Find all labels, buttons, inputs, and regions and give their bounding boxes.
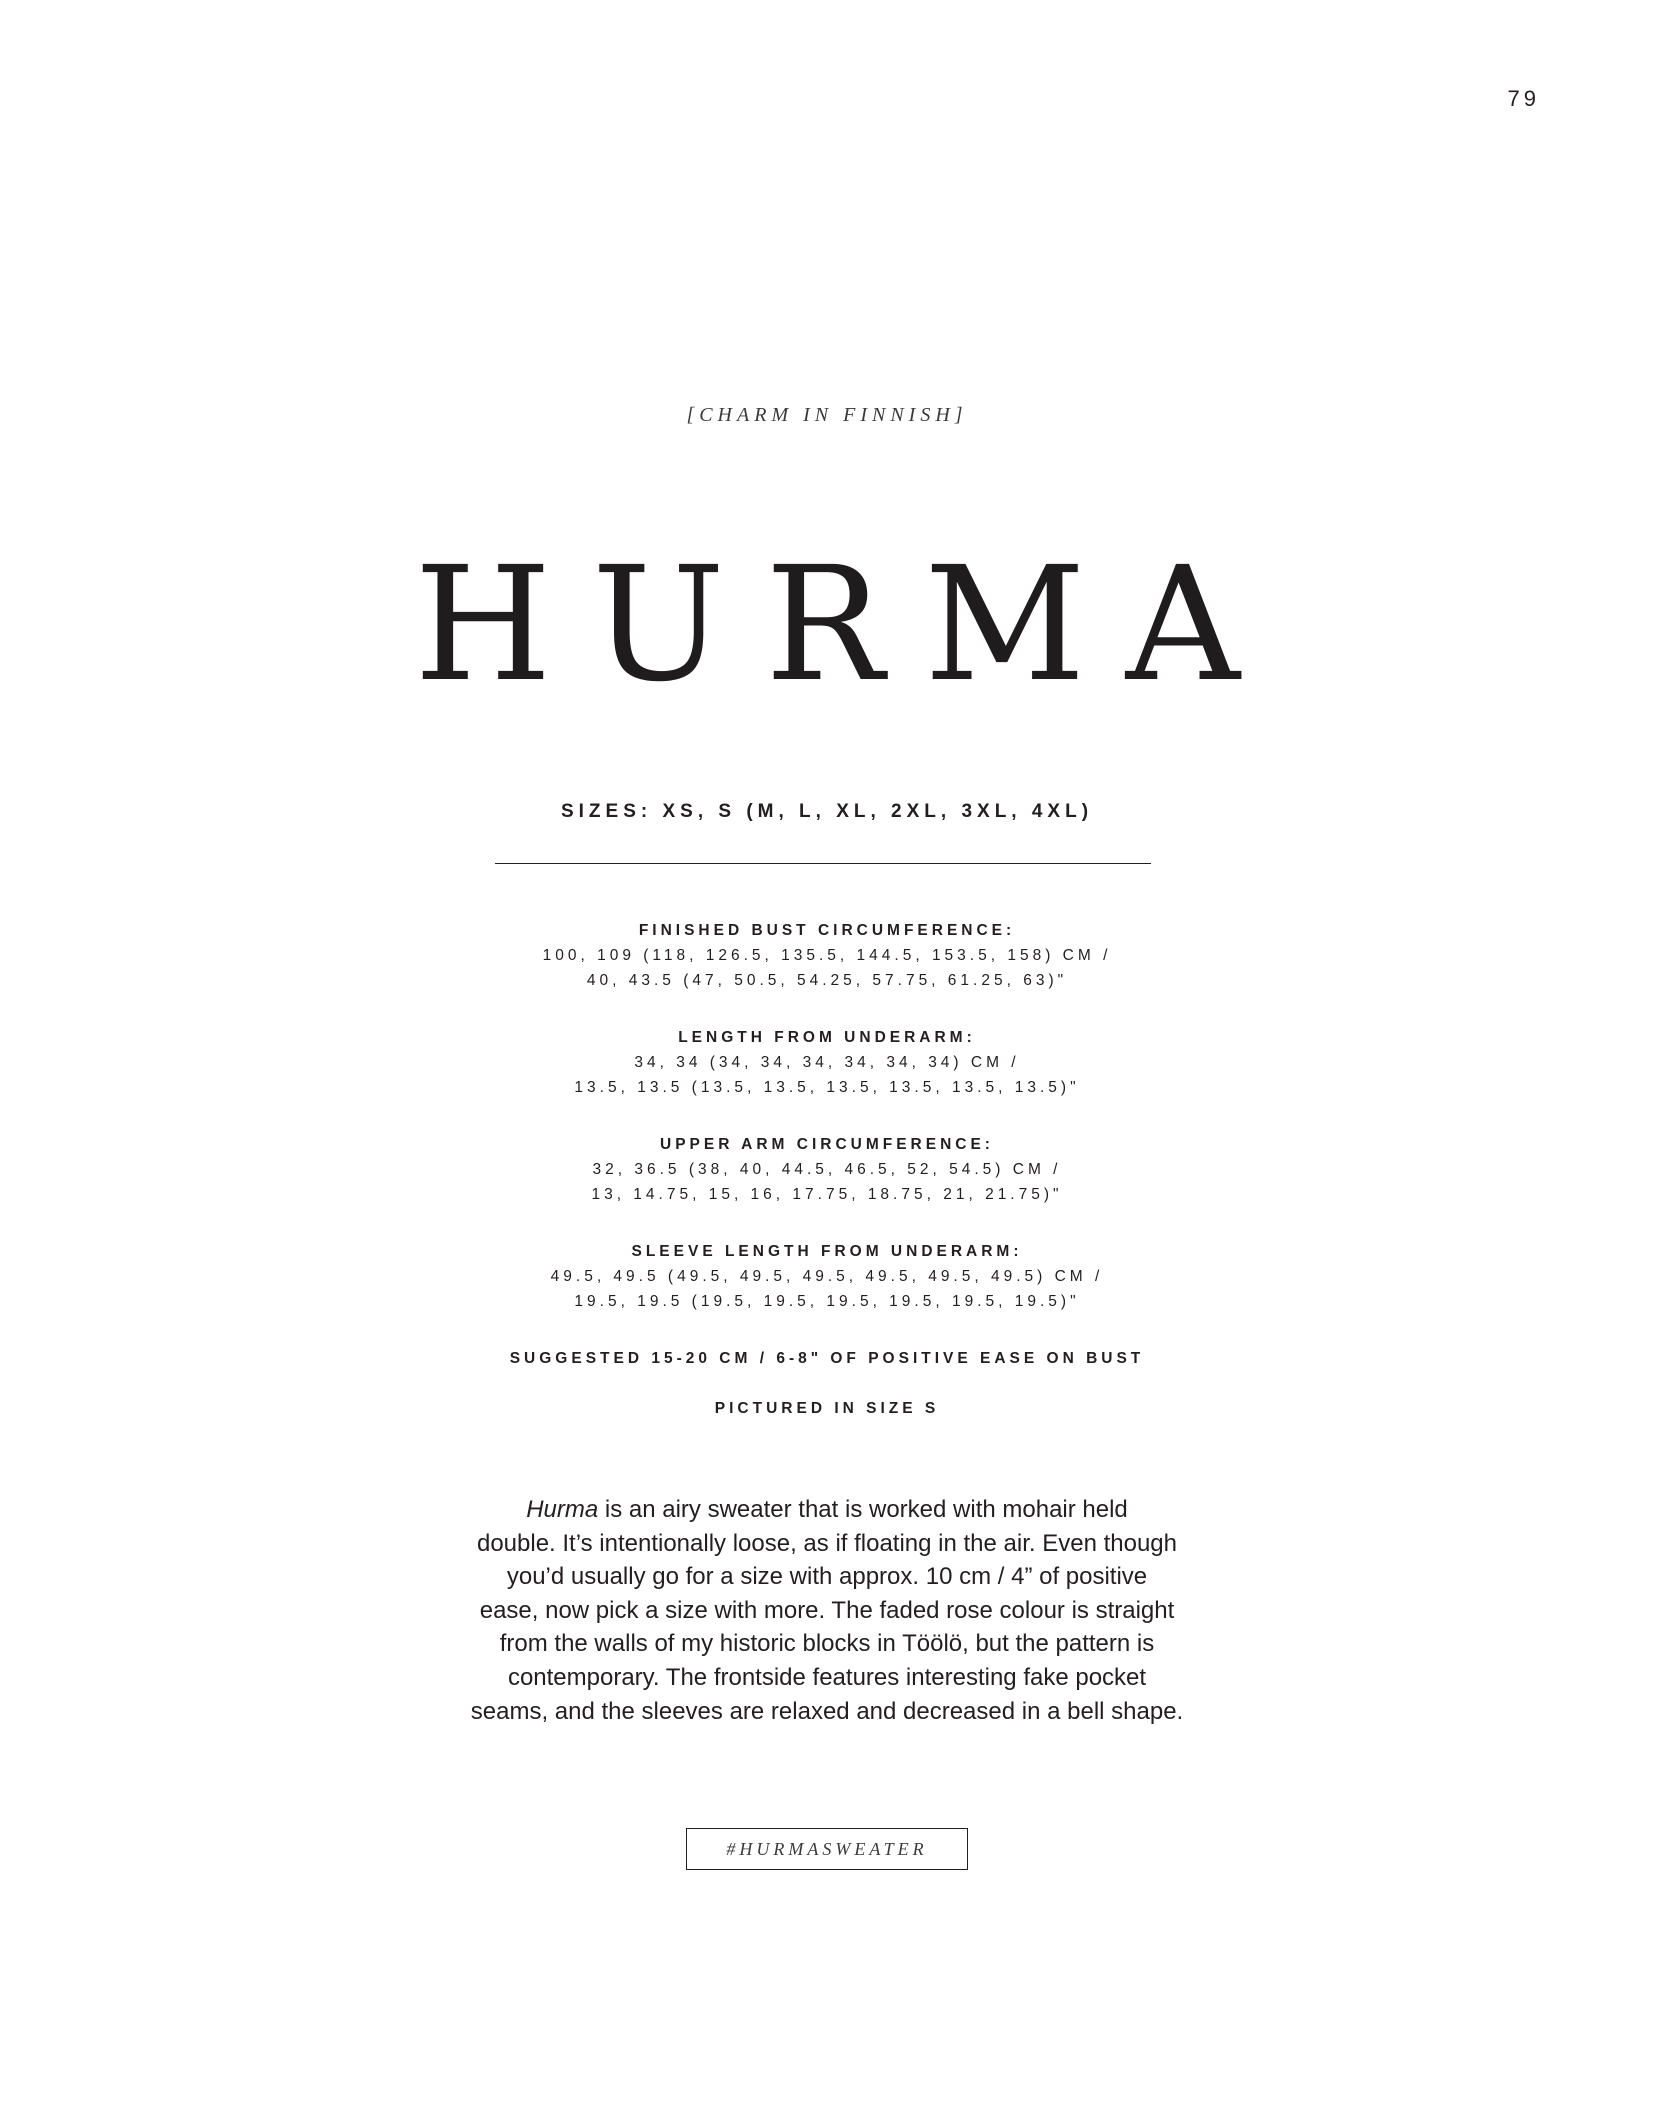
spec-sleeve-length <box>0 1239 1654 1314</box>
spec-inch-values: 13.5, 13.5 (13.5, 13.5, 13.5, 13.5, 13.5, 13.5)" <box>574 1079 1080 1096</box>
measurements-section <box>0 918 1654 1446</box>
spec-cm-values: 32, 36.5 (38, 40, 44.5, 46.5, 52, 54.5) CM / <box>592 1161 1062 1178</box>
sizes-heading: SIZES: XS, S (M, L, XL, 2XL, 3XL, 4XL) <box>560 801 1094 822</box>
description-line: from the walls of my historic blocks in Töölö, but the pattern is <box>499 1630 1155 1658</box>
divider-rule <box>495 863 1151 864</box>
spec-inch-values: 13, 14.75, 15, 16, 17.75, 18.75, 21, 21.75)" <box>591 1186 1063 1203</box>
spec-inch-values: 19.5, 19.5 (19.5, 19.5, 19.5, 19.5, 19.5, 19.5)" <box>574 1293 1080 1310</box>
pictured-size-note: PICTURED IN SIZE S <box>714 1400 940 1417</box>
ease-note: SUGGESTED 15-20 CM / 6-8" OF POSITIVE EASE ON BUST <box>509 1350 1145 1367</box>
pattern-subtitle: [CHARM IN FINNISH] <box>686 404 968 426</box>
spec-upper-arm-circumference <box>0 1132 1654 1207</box>
pattern-description <box>455 1493 1199 1728</box>
hashtag-text: #HURMASWEATER <box>726 1838 928 1859</box>
spec-label: UPPER ARM CIRCUMFERENCE: <box>660 1136 994 1153</box>
description-line: ease, now pick a size with more. The faded rose colour is straight <box>479 1596 1175 1624</box>
description-line: contemporary. The frontside features interesting fake pocket <box>507 1663 1147 1691</box>
spec-bust-circumference <box>0 918 1654 993</box>
spec-label: FINISHED BUST CIRCUMFERENCE: <box>638 922 1016 939</box>
spec-label: SLEEVE LENGTH FROM UNDERARM: <box>631 1243 1023 1260</box>
description-pattern-name: Hurma <box>526 1496 599 1523</box>
spec-inch-values: 40, 43.5 (47, 50.5, 54.25, 57.75, 61.25, 63)" <box>586 972 1068 989</box>
hashtag-box <box>686 1828 968 1870</box>
description-line: seams, and the sleeves are relaxed and decreased in a bell shape. <box>470 1697 1184 1725</box>
pattern-title: HURMA <box>414 533 1280 717</box>
description-line: Hurma is an airy sweater that is worked with mohair held <box>526 1496 1128 1523</box>
page-number: 79 <box>1507 86 1540 111</box>
spec-length-from-underarm <box>0 1025 1654 1100</box>
spec-cm-values: 100, 109 (118, 126.5, 135.5, 144.5, 153.5, 158) CM / <box>542 947 1112 964</box>
spec-label: LENGTH FROM UNDERARM: <box>678 1029 976 1046</box>
spec-cm-values: 34, 34 (34, 34, 34, 34, 34, 34) CM / <box>634 1054 1020 1071</box>
spec-cm-values: 49.5, 49.5 (49.5, 49.5, 49.5, 49.5, 49.5, 49.5) CM / <box>550 1268 1104 1285</box>
description-line: double. It’s intentionally loose, as if floating in the air. Even though <box>476 1529 1178 1557</box>
description-line: you’d usually go for a size with approx. 10 cm / 4” of positive <box>506 1563 1148 1591</box>
